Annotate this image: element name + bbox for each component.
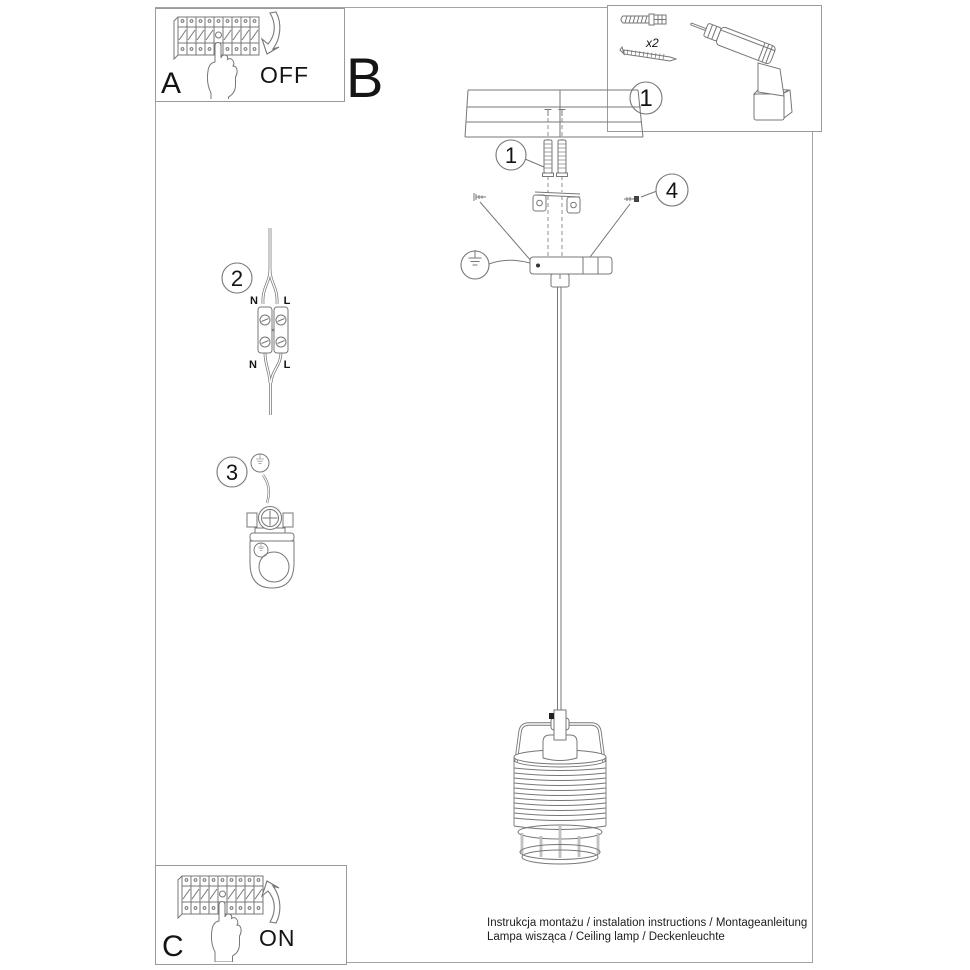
step3-callout (217, 457, 247, 487)
n-label-bottom: N (249, 359, 257, 371)
quantity-label: x2 (646, 36, 659, 50)
svg-text:1: 1 (504, 143, 518, 168)
step1-callout (496, 140, 544, 170)
step-c-box (155, 865, 347, 965)
ground-symbol-icon (251, 454, 269, 472)
bracket-plate-icon (250, 533, 294, 588)
ceiling-icon (465, 90, 643, 137)
on-label: ON (259, 925, 296, 951)
step2-diagram (210, 225, 310, 420)
wall-plug-icon (621, 14, 666, 25)
terminal-block-icon (258, 228, 288, 415)
step-a-box (155, 8, 345, 102)
svg-text:2: 2 (230, 266, 244, 291)
n-label-top: N (250, 295, 258, 307)
fuse-box-icon (174, 17, 259, 99)
l-label-bottom: L (283, 359, 291, 371)
earth-screw-icon (247, 507, 293, 536)
assembly-diagram (380, 80, 820, 890)
arrow-up-icon (262, 881, 280, 923)
bracket-icon (533, 192, 580, 213)
svg-text:3: 3 (225, 460, 239, 485)
step-a-graphic (156, 9, 342, 99)
assembly-guide-lines (480, 202, 630, 262)
svg-text:1: 1 (639, 85, 653, 112)
step4-callout (641, 174, 688, 206)
arrow-down-icon (262, 12, 280, 54)
cable-line (558, 287, 562, 712)
step-c-graphic (156, 866, 344, 962)
canopy-icon (530, 257, 612, 287)
earth-wire-icon (263, 475, 269, 503)
side-screw-icon (474, 193, 639, 202)
ground-symbol-icon (461, 250, 530, 279)
step3-diagram (205, 445, 315, 595)
footer-line-1: Instrukcja montażu / instalation instructions / Montageanleitung (487, 917, 808, 929)
step2-callout (222, 263, 252, 293)
mounting-screws-icon (543, 110, 568, 257)
fuse-box-icon (178, 876, 263, 962)
section-c-label: C (162, 930, 184, 962)
section-a-label: A (161, 67, 182, 99)
l-label-top: L (283, 295, 291, 307)
section-b-label: B (346, 46, 384, 109)
pendant-lamp-icon (514, 710, 606, 864)
footer-line-2: Lampa wisząca / Ceiling lamp / Deckenleuchte (487, 930, 725, 943)
svg-text:4: 4 (665, 178, 679, 203)
footer-title (487, 917, 807, 944)
off-label: OFF (260, 62, 309, 88)
